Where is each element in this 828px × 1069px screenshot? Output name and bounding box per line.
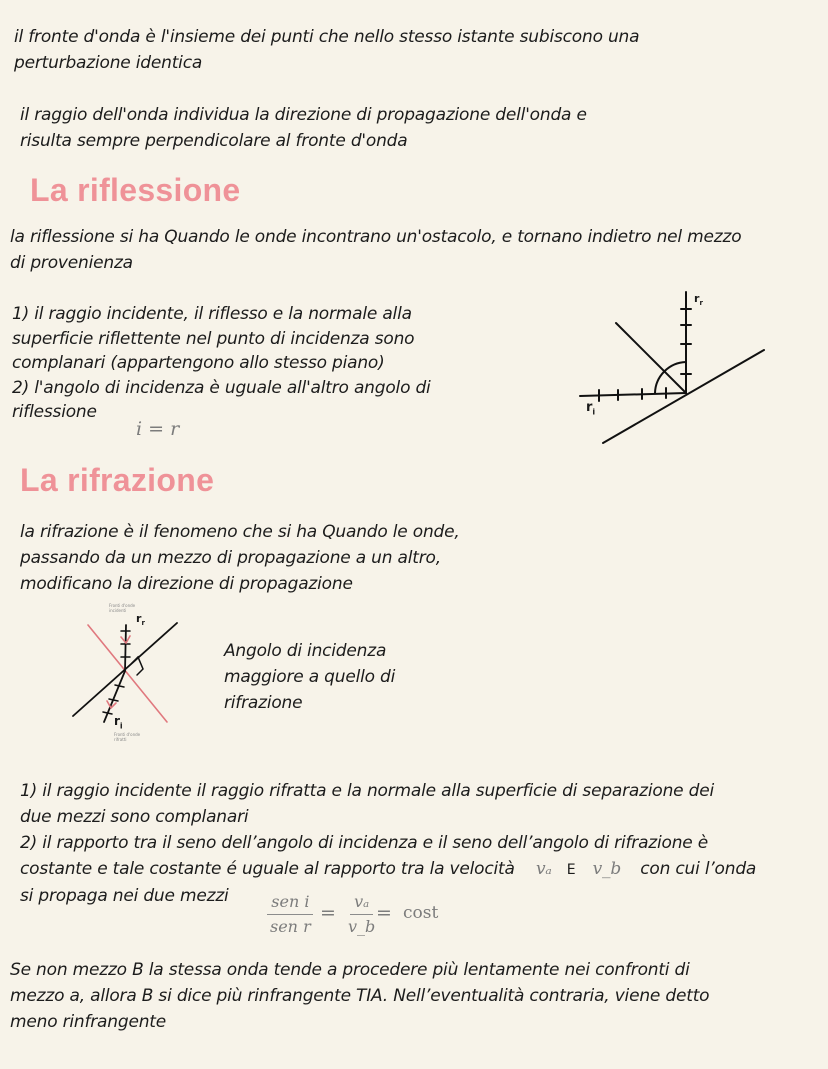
text-line: di provenienza: [10, 253, 133, 273]
caption-line: Fronti d'onde: [114, 732, 141, 737]
label-bottom-ray: $r_i$: [114, 714, 123, 731]
caption-line: Fronti d'onde: [109, 603, 136, 608]
text-line: due mezzi sono complanari: [20, 807, 249, 827]
wave-ray-definition: [20, 102, 587, 154]
equals-sign: =: [320, 902, 336, 924]
text-segment: con cui l’onda: [640, 859, 757, 879]
text-line: risulta sempre perpendicolare al fronte d'onda: [20, 131, 408, 151]
numerator: sen i: [267, 892, 313, 915]
text-line: la rifrazione è il fenomeno che si ha Quando le onde,: [20, 522, 460, 542]
caption-line: incidenti: [109, 608, 127, 613]
text-line: il raggio dell'onda individua la direzione di propagazione dell'onda e: [20, 105, 587, 125]
text-line: mezzo a, allora B si dice più rinfrangente TIA. Nell’eventualità contraria, viene detto: [10, 986, 710, 1006]
text-line: 1) il raggio incidente, il riflesso e la normale alla: [12, 304, 412, 324]
text-line: meno rinfrangente: [10, 1012, 166, 1032]
text-line: Se non mezzo B la stessa onda tende a procedere più lentamente nei confronti di: [10, 960, 690, 980]
caption-incident-fronts: [109, 603, 135, 613]
text-line: superficie riflettente nel punto di incidenza sono: [12, 328, 415, 349]
text-line: passando da un mezzo di propagazione a un altro,: [20, 548, 441, 568]
text-line: complanari (appartengono allo stesso piano): [12, 353, 385, 373]
label-incident-ray: $r_i$: [586, 400, 596, 417]
text-line: perturbazione identica: [14, 53, 203, 73]
formula-i-equals-r: i = r: [136, 418, 180, 440]
text-line: maggiore a quello di: [224, 667, 396, 687]
velocity-a: vₐ: [535, 859, 552, 879]
wave-front-definition: [14, 24, 639, 76]
text-segment: costante e tale costante é uguale al rapporto tra la velocità: [20, 859, 515, 879]
text-line: [20, 856, 756, 883]
text-line: si propaga nei due mezzi: [20, 886, 229, 906]
refraction-diagram: [60, 595, 210, 745]
refraction-note: [224, 638, 395, 716]
refraction-laws: [20, 778, 756, 909]
refraction-definition: [20, 519, 460, 597]
denominator: sen r: [270, 917, 311, 936]
section-heading-reflection: La riflessione: [30, 172, 241, 208]
label-top-ray: $r_r$: [136, 612, 145, 628]
text-line: Angolo di incidenza: [224, 641, 387, 661]
label-reflected-ray: $r_r$: [694, 292, 703, 308]
section-heading-refraction: La rifrazione: [20, 462, 215, 498]
caption-line: rifratti: [114, 737, 127, 742]
text-line: modificano la direzione di propagazione: [20, 574, 353, 594]
text-line: 2) il rapporto tra il seno dell’angolo di incidenza e il seno dell’angolo di rifrazione è: [20, 833, 709, 853]
text-line: 1) il raggio incidente il raggio rifratta e la normale alla superficie di separazione dei: [20, 781, 715, 801]
reflection-diagram: [560, 280, 780, 450]
text-line: riflessione: [12, 402, 97, 422]
reflection-laws: [12, 302, 431, 425]
text-line: la riflessione si ha Quando le onde incontrano un'ostacolo, e tornano indietro nel mezzo: [10, 227, 742, 247]
conjunction: E: [566, 862, 576, 878]
velocity-b: v_b: [592, 859, 622, 879]
caption-refracted-fronts: [114, 732, 140, 742]
equals-sign: =: [376, 902, 392, 924]
constant-label: cost: [403, 903, 439, 923]
fraction-velocities: [344, 892, 379, 937]
denominator: v_b: [348, 917, 376, 936]
text-line: rifrazione: [224, 693, 303, 713]
fraction-sines: [266, 892, 315, 937]
reflection-definition: [10, 224, 741, 276]
text-line: il fronte d'onda è l'insieme dei punti che nello stesso istante subiscono una: [14, 27, 640, 47]
text-line: 2) l'angolo di incidenza è uguale all'altro angolo di: [12, 377, 431, 398]
conclusion-paragraph: [10, 957, 709, 1035]
numerator: vₐ: [350, 892, 373, 915]
